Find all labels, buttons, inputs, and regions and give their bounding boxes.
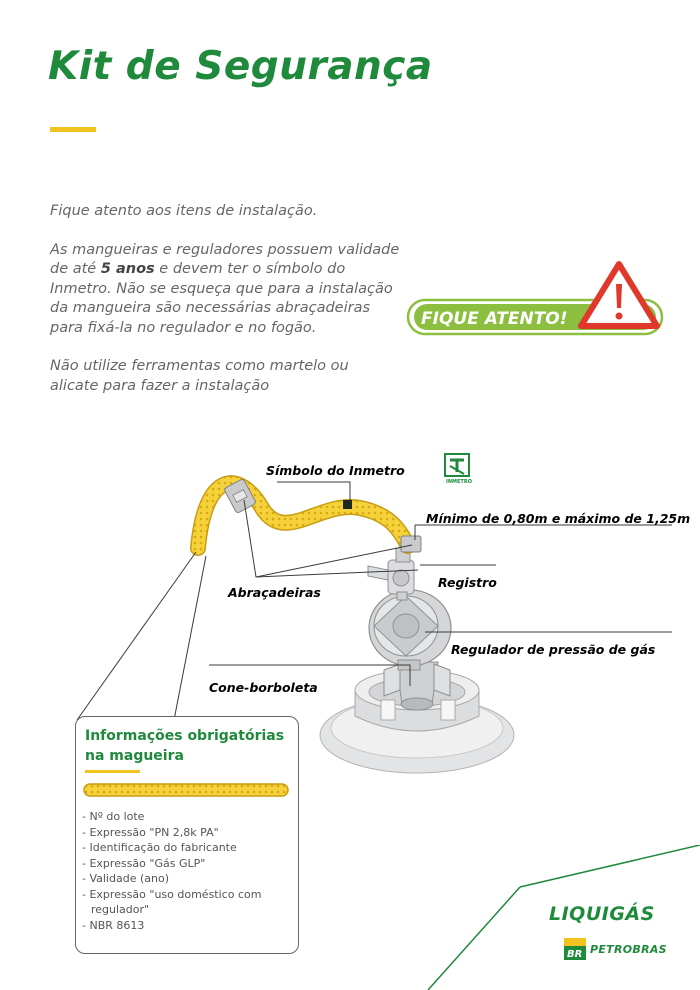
intro-paragraph-2: As mangueiras e reguladores possuem validade de até 5 anos e devem ter o símbolo do Inmetro. Não se esqueça que para a instalação da mangueira são necessárias abraçadeiras para fixá-la no regulador e no fogão.: [50, 241, 400, 336]
warning-triangle-icon: [581, 264, 657, 326]
validity-highlight: 5 anos: [100, 261, 155, 277]
zoom-line-left: [77, 552, 196, 720]
leader-inmetro: [277, 482, 350, 500]
label-hose-length: Mínimo de 0,80m e máximo de 1,25m: [426, 511, 691, 526]
inmetro-logo-icon: [445, 454, 472, 485]
intro-paragraph-3: Não utilize ferramentas como martelo ou alicate para fazer a instalação: [50, 358, 349, 394]
pressure-regulator: [369, 590, 451, 670]
valve: [368, 548, 414, 600]
list-item: - Validade (ano): [82, 872, 169, 885]
info-list: [82, 809, 294, 933]
hose-sample-illustration: [83, 783, 289, 797]
list-item: - Nº do lote: [82, 810, 145, 823]
list-item: - NBR 8613: [82, 918, 145, 932]
hose-clamp-right: [401, 536, 421, 552]
list-item: - Expressão "Gás GLP": [82, 856, 206, 870]
label-pressure-regulator: Regulador de pressão de gás: [451, 642, 656, 657]
hose-inmetro-mark: [343, 500, 352, 509]
label-valve: Registro: [438, 575, 497, 590]
list-item: - Expressão "uso doméstico com regulador": [82, 887, 262, 916]
info-box-underline: [85, 770, 140, 773]
alert-badge: [405, 258, 667, 338]
svg-text:INMETRO: INMETRO: [446, 479, 472, 485]
petrobras-br-logo-icon: [564, 938, 586, 960]
zoom-line-right: [174, 556, 206, 720]
mandatory-info-box: [75, 716, 299, 954]
page-title: Kit de Segurança: [48, 44, 433, 89]
label-butterfly-cone: Cone-borboleta: [209, 680, 318, 695]
intro-text: [50, 202, 400, 415]
alert-label: FIQUE ATENTO!: [421, 309, 568, 329]
title-underline: [50, 127, 96, 132]
intro-paragraph-1: Fique atento aos itens de instalação.: [50, 203, 318, 219]
label-clamps: Abraçadeiras: [228, 585, 321, 600]
info-box-title: Informações obrigatórias na magueira: [85, 728, 285, 764]
list-item: - Expressão "PN 2,8k PA": [82, 825, 219, 839]
svg-text:BR: BR: [567, 949, 583, 960]
label-inmetro-symbol: Símbolo do Inmetro: [266, 463, 405, 478]
petrobras-wordmark: PETROBRAS: [590, 943, 667, 956]
list-item: - Identificação do fabricante: [82, 841, 237, 854]
liquigas-logo: LIQUIGÁS: [549, 903, 655, 925]
